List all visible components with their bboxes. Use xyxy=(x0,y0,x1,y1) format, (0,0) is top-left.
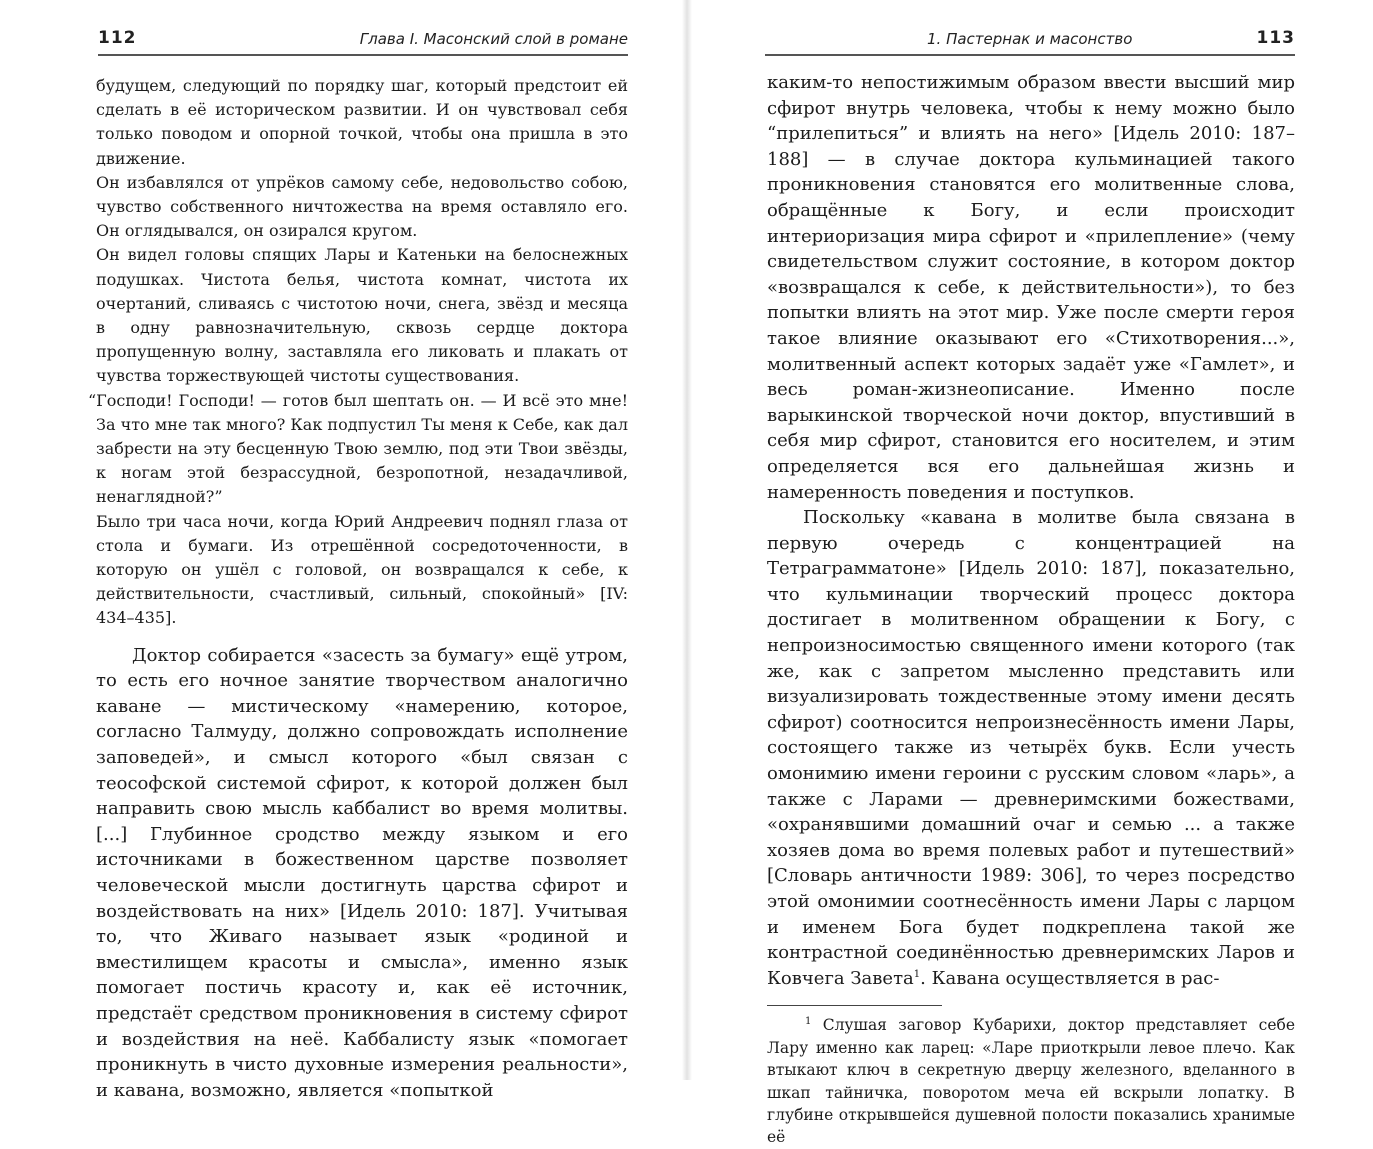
footnote xyxy=(767,1014,1295,1148)
body-paragraph xyxy=(767,505,1295,991)
left-page xyxy=(0,0,686,1101)
left-page-text xyxy=(88,74,628,1103)
body-text: Поскольку «кавана в молитве была связана в первую очередь с концентрацией на Тетраграмматоне» [Идель 2010: 187], показательно, что кульминации творческий процесс доктора достигает в молитвенном обращении к Богу, с непроизносимостью священного имени которого (так же, как с запретом мысленно представить или визуализировать тождественные этому имени десять сфирот) соотносится непроизнесённость имени Лары, состоящего также из четырёх букв. Если учесть омонимию имени героини с русским словом «ларь», а также с Ларами — древнеримскими божествами, «охранявшими домашний очаг и семью ... а также хозяев дома во время полевых работ и путешествий» [Словарь античности 1989: 306], то через посредство этой омонимии соотнесённость имени Лары с ларцом и именем Бога будет подкреплена такой же контрастной соединённостью древнеримских Ларов и Ковчега Завета xyxy=(767,507,1295,989)
quote-paragraph: Он видел головы спящих Лары и Катеньки на белоснежных подушках. Чистота белья, чистота комнат, чистота их очертаний, сливаясь с чистотою ночи, снега, звёзд и месяца в одну равнозначительную, сквозь сердце доктора пропущенную волну, заставляла его ликовать и плакать от чувства торжествующей чистоты существования. xyxy=(96,245,628,386)
footnote-rule xyxy=(767,1005,942,1006)
quote-paragraph: Он избавлялся от упрёков самому себе, недовольство собою, чувство собственного ничтожества на время оставляло его. Он оглядывался, он озирался кругом. xyxy=(96,172,628,241)
footnote-text: Слушая заговор Кубарихи, доктор представляет себе Лару именно как ларец: «Ларе приоткрыли левое плечо. Как втыкают ключ в секретную дверцу железного, вделанного в шкап тайничка, поворотом меча ей вскрыли лопатку. В глубине открывшейся душевной полости показались хранимые её xyxy=(767,1016,1295,1147)
body-paragraph: Доктор собирается «засесть за бумагу» ещё утром, то есть его ночное занятие творчеством аналогично каване — мистическому «намерению, которое, согласно Талмуду, должно сопровождать исполнение заповедей», и смысл которого «был связан с теософской системой сфирот, к которой должен был направить свою мысль каббалист во время молитвы. [...] Глубинное сродство между языком и его источниками в божественном царстве позволяет человеческой мысли достигнуть царства сфирот и воздействовать на них» [Идель 2010: 187]. Учитывая то, что Живаго называет язык «родиной и вместилищем красоты и смысла», именно язык помогает постичь красоту и, как её источник, предстаёт средством проникновения в систему сфирот и воздействия на неё. Каббалисту язык «помогает проникнуть в чисто духовные измерения реальности», и кавана, возможно, является «попыткой xyxy=(96,644,628,1101)
footnote-number: 1 xyxy=(805,1016,812,1028)
header-rule-right xyxy=(765,54,1295,56)
left-running-head xyxy=(98,28,628,54)
page-number-left: 112 xyxy=(98,28,137,48)
body-paragraph: каким-то непостижимым образом ввести высший мир сфирот внутрь человека, чтобы к нему можно было “прилепиться” и влиять на него» [Идель 2010: 187–188] — в случае доктора кульминацией такого проникновения становятся его молитвенные слова, обращённые к Богу, и если происходит интериоризация мира сфирот и «прилепление» (чему свидетельством служит состояние, в котором доктор «возвращался к себе, к действительности»), то без попытки влиять на этот мир. Уже после смерти героя такое влияние оказывают его «Стихотворения...», молитвенный аспект которых задаёт уже «Гамлет», и весь роман-жизнеописание. Именно после варыкинской творческой ночи доктор, впустивший в себя мир сфирот, становится его носителем, и этим определяется вся его дальнейшая жизнь и намеренность поведения и поступков. xyxy=(767,72,1295,503)
quote-paragraph: будущем, следующий по порядку шаг, который предстоит ей сделать в её историческом развитии. И он чувствовал себя только поводом и опорной точкой, чтобы она пришла в это движение. xyxy=(96,76,628,168)
footnote-marker[interactable]: 1 xyxy=(913,968,921,980)
quote-paragraph: Было три часа ночи, когда Юрий Андреевич поднял глаза от стола и бумаги. Из отрешённой сосредоточенности, в которую он ушёл с головой, он возвращался к себе, к действительности, счастливый, сильный, спокойный» [IV: 434–435]. xyxy=(96,511,628,628)
right-running-head xyxy=(765,28,1295,54)
chapter-title: Глава I. Масонский слой в романе xyxy=(359,30,628,48)
quote-paragraph: “Господи! Господи! — готов был шептать он. — И всё это мне! За что мне так много? Как подпустил Ты меня к Себе, как дал забрести на эту бесценную Твою землю, под эти Твои звёзды, к ногам этой безрассудной, безропотной, незадачливой, ненаглядной?” xyxy=(88,390,628,507)
section-title: 1. Пастернак и масонство xyxy=(927,30,1133,48)
body-text: . Кавана осуществляется в рас- xyxy=(920,967,1220,989)
page-number-right: 113 xyxy=(1256,28,1295,48)
right-page xyxy=(687,0,1373,1147)
header-rule-left xyxy=(98,54,628,56)
right-page-text xyxy=(767,70,1295,1149)
